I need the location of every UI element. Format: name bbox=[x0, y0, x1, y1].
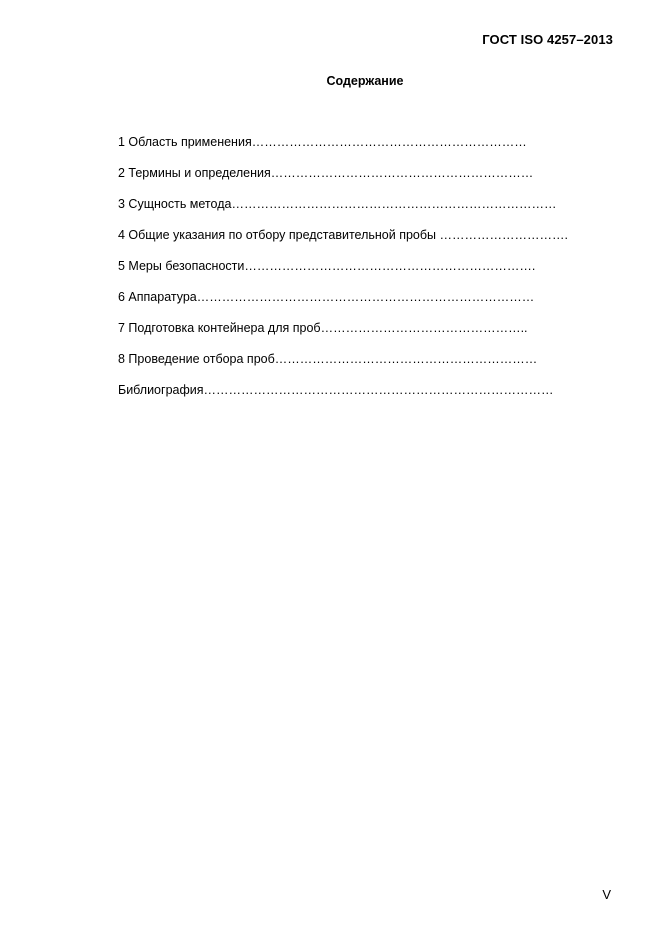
toc-item-scope[interactable]: 1 Область применения………………………………………………………… bbox=[118, 135, 527, 149]
toc-title: Содержание bbox=[326, 74, 404, 88]
table-of-contents bbox=[118, 134, 568, 413]
toc-item-bibliography[interactable]: Библиография………………………………………………………………………… bbox=[118, 383, 554, 397]
toc-item-terms[interactable]: 2 Термины и определения……………………………………………………… bbox=[118, 166, 534, 180]
toc-item-container-preparation[interactable]: 7 Подготовка контейнера для проб………………………………………….. bbox=[118, 321, 528, 335]
toc-item-general-sampling[interactable]: 4 Общие указания по отбору представительной пробы …………………………. bbox=[118, 228, 568, 242]
page-number: V bbox=[602, 887, 611, 902]
toc-item-sampling-procedure[interactable]: 8 Проведение отбора проб……………………………………………………… bbox=[118, 352, 538, 366]
toc-item-safety[interactable]: 5 Меры безопасности……………………………………………………………. bbox=[118, 259, 536, 273]
toc-item-method[interactable]: 3 Сущность метода…………………………………………………………………… bbox=[118, 197, 557, 211]
toc-item-apparatus[interactable]: 6 Аппаратура……………………………………………………………………… bbox=[118, 290, 535, 304]
document-standard-id: ГОСТ ISO 4257–2013 bbox=[482, 32, 613, 47]
